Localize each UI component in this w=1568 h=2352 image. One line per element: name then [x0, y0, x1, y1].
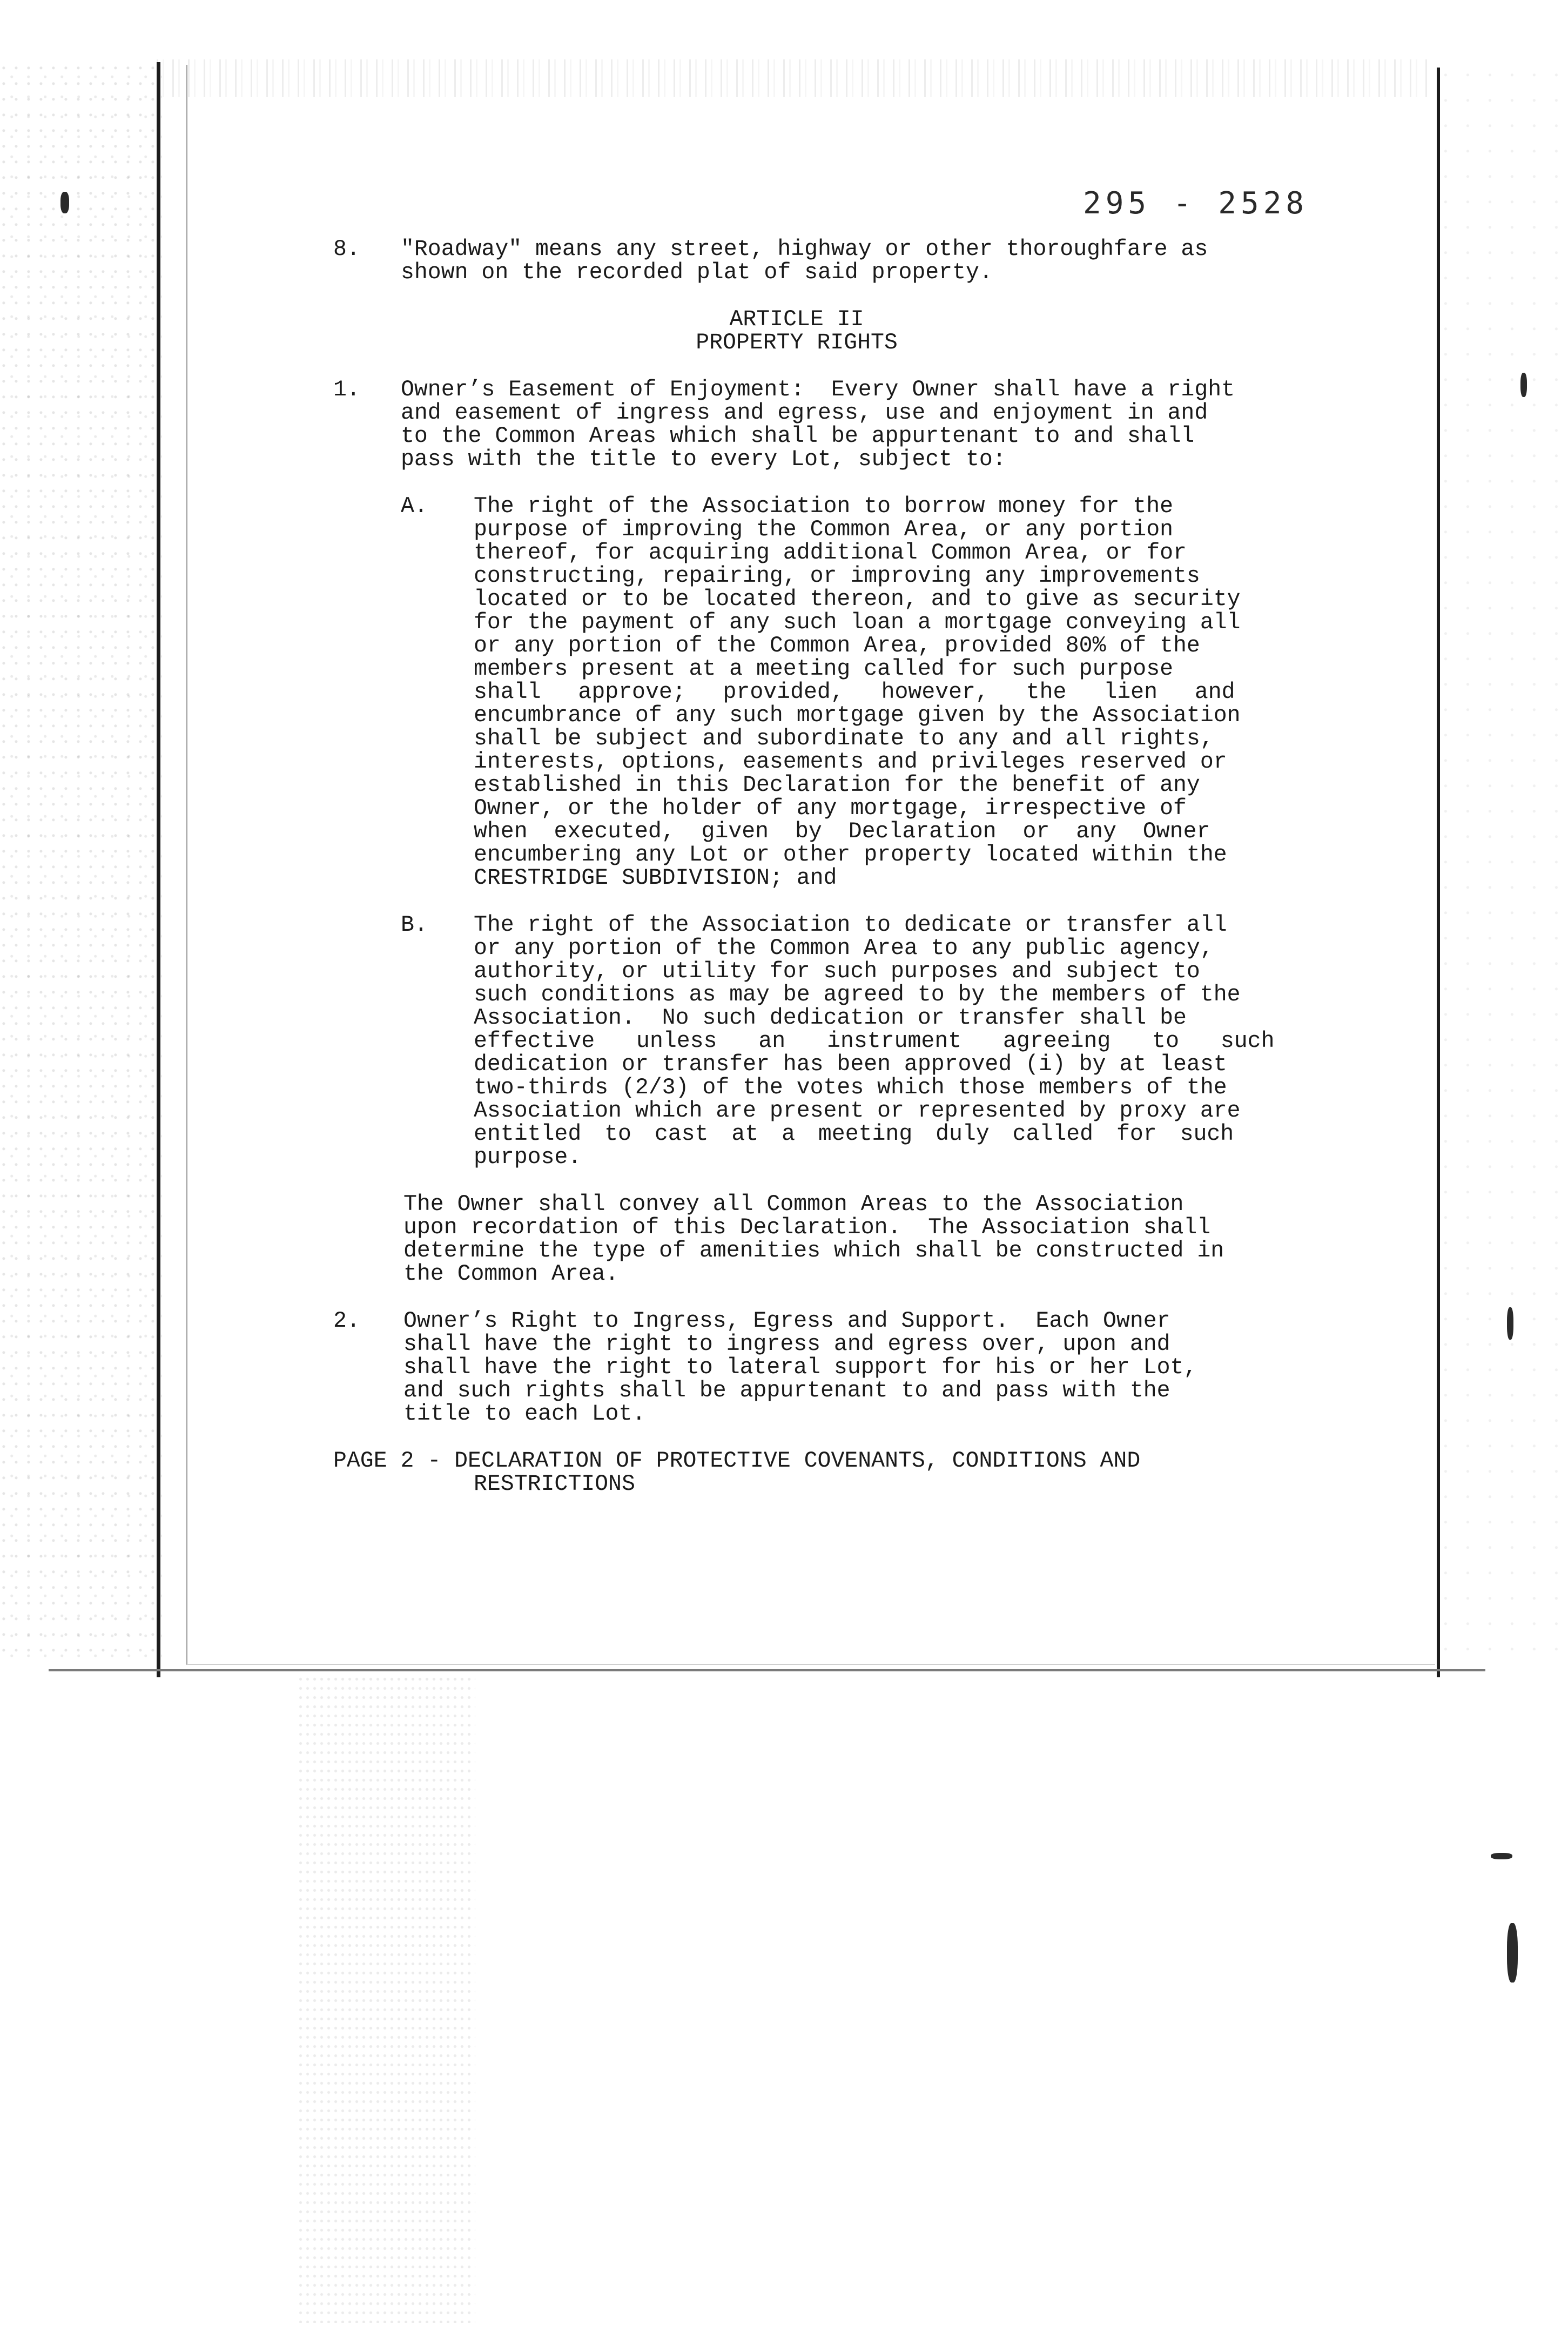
subsection-a-line: CRESTRIDGE SUBDIVISION; and	[474, 865, 837, 891]
subsection-a-line: members present at a meeting called for such purpose	[474, 656, 1174, 682]
subsection-a-line: interests, options, easements and privileges reserved or	[474, 749, 1227, 775]
section-8-number: 8.	[333, 237, 360, 262]
section-1-line: pass with the title to every Lot, subject to:	[401, 447, 1006, 472]
page-footer-line-2: RESTRICTIONS	[474, 1471, 635, 1497]
subsection-b-line: authority, or utility for such purposes and subject to	[474, 959, 1200, 984]
section-1-line: and easement of ingress and egress, use and enjoyment in and	[401, 400, 1208, 426]
subsection-b-line: entitled to cast at a meeting duly called for such	[474, 1121, 1234, 1147]
subsection-b-line: dedication or transfer has been approved (i) by at least	[474, 1052, 1227, 1077]
subsection-a-line: shall approve; provided, however, the lien and	[474, 680, 1235, 705]
section-2-line: and such rights shall be appurtenant to and pass with the	[403, 1378, 1170, 1403]
subsection-b-line: two-thirds (2/3) of the votes which those members of the	[474, 1075, 1227, 1100]
subsection-a-line: Owner, or the holder of any mortgage, irrespective of	[474, 796, 1187, 821]
conveyance-line: upon recordation of this Declaration. The Association shall	[403, 1215, 1211, 1240]
subsection-a-line: The right of the Association to borrow money for the	[474, 494, 1174, 519]
section-2-line: shall have the right to ingress and egress over, upon and	[403, 1332, 1170, 1357]
article-title: ARTICLE II	[729, 307, 864, 332]
scan-edge-bottom	[49, 1669, 1485, 1671]
margin-mark	[1507, 1923, 1518, 1983]
section-1-line: to the Common Areas which shall be appurtenant to and shall	[401, 424, 1195, 449]
section-2-number: 2.	[333, 1308, 360, 1334]
subsection-a-line: when executed, given by Declaration or any Owner	[474, 819, 1210, 844]
subsection-a-line: for the payment of any such loan a mortgage conveying all	[474, 610, 1241, 635]
margin-mark	[1491, 1853, 1512, 1859]
subsection-b-line: Association which are present or represented by proxy are	[474, 1098, 1241, 1124]
subsection-a-line: purpose of improving the Common Area, or any portion	[474, 517, 1174, 542]
section-2-line: Owner’s Right to Ingress, Egress and Support. Each Owner	[403, 1308, 1170, 1334]
article-subtitle: PROPERTY RIGHTS	[696, 330, 898, 355]
section-8-line: shown on the recorded plat of said property.	[401, 260, 993, 285]
subsection-b-line: purpose.	[474, 1145, 582, 1170]
subsection-b-line: effective unless an instrument agreeing to such	[474, 1029, 1275, 1054]
section-2-line: title to each Lot.	[403, 1401, 646, 1427]
subsection-b-line: such conditions as may be agreed to by the members of the	[474, 982, 1241, 1007]
conveyance-line: the Common Area.	[403, 1261, 619, 1287]
section-1-number: 1.	[333, 377, 360, 402]
conveyance-line: determine the type of amenities which shall be constructed in	[403, 1238, 1224, 1264]
subsection-a-line: located or to be located thereon, and to give as security	[474, 587, 1241, 612]
subsection-a-line: or any portion of the Common Area, provided 80% of the	[474, 633, 1200, 658]
subsection-b-line: or any portion of the Common Area to any public agency,	[474, 936, 1214, 961]
page-footer-line-1: PAGE 2 - DECLARATION OF PROTECTIVE COVENANTS, CONDITIONS AND	[333, 1448, 1141, 1474]
conveyance-line: The Owner shall convey all Common Areas to the Association	[403, 1192, 1184, 1217]
page-number: 295 - 2528	[1083, 186, 1309, 221]
subsection-a-line: thereof, for acquiring additional Common Area, or for	[474, 540, 1187, 566]
subsection-a-line: encumbering any Lot or other property located within the	[474, 842, 1227, 868]
subsection-a-label: A.	[401, 494, 428, 519]
subsection-a-line: encumbrance of any such mortgage given by the Association	[474, 703, 1241, 728]
subsection-a-line: established in this Declaration for the benefit of any	[474, 772, 1200, 798]
subsection-b-line: Association. No such dedication or transfer shall be	[474, 1005, 1187, 1031]
section-1-line: Owner’s Easement of Enjoyment: Every Owner shall have a right	[401, 377, 1235, 402]
subsection-a-line: constructing, repairing, or improving any improvements	[474, 563, 1200, 589]
scan-noise-bottom	[297, 1675, 475, 2323]
subsection-b-line: The right of the Association to dedicate or transfer all	[474, 912, 1227, 938]
section-2-line: shall have the right to lateral support for his or her Lot,	[403, 1355, 1197, 1380]
subsection-b-label: B.	[401, 912, 428, 938]
subsection-a-line: shall be subject and subordinate to any and all rights,	[474, 726, 1214, 751]
section-8-line: "Roadway" means any street, highway or other thoroughfare as	[401, 237, 1208, 262]
